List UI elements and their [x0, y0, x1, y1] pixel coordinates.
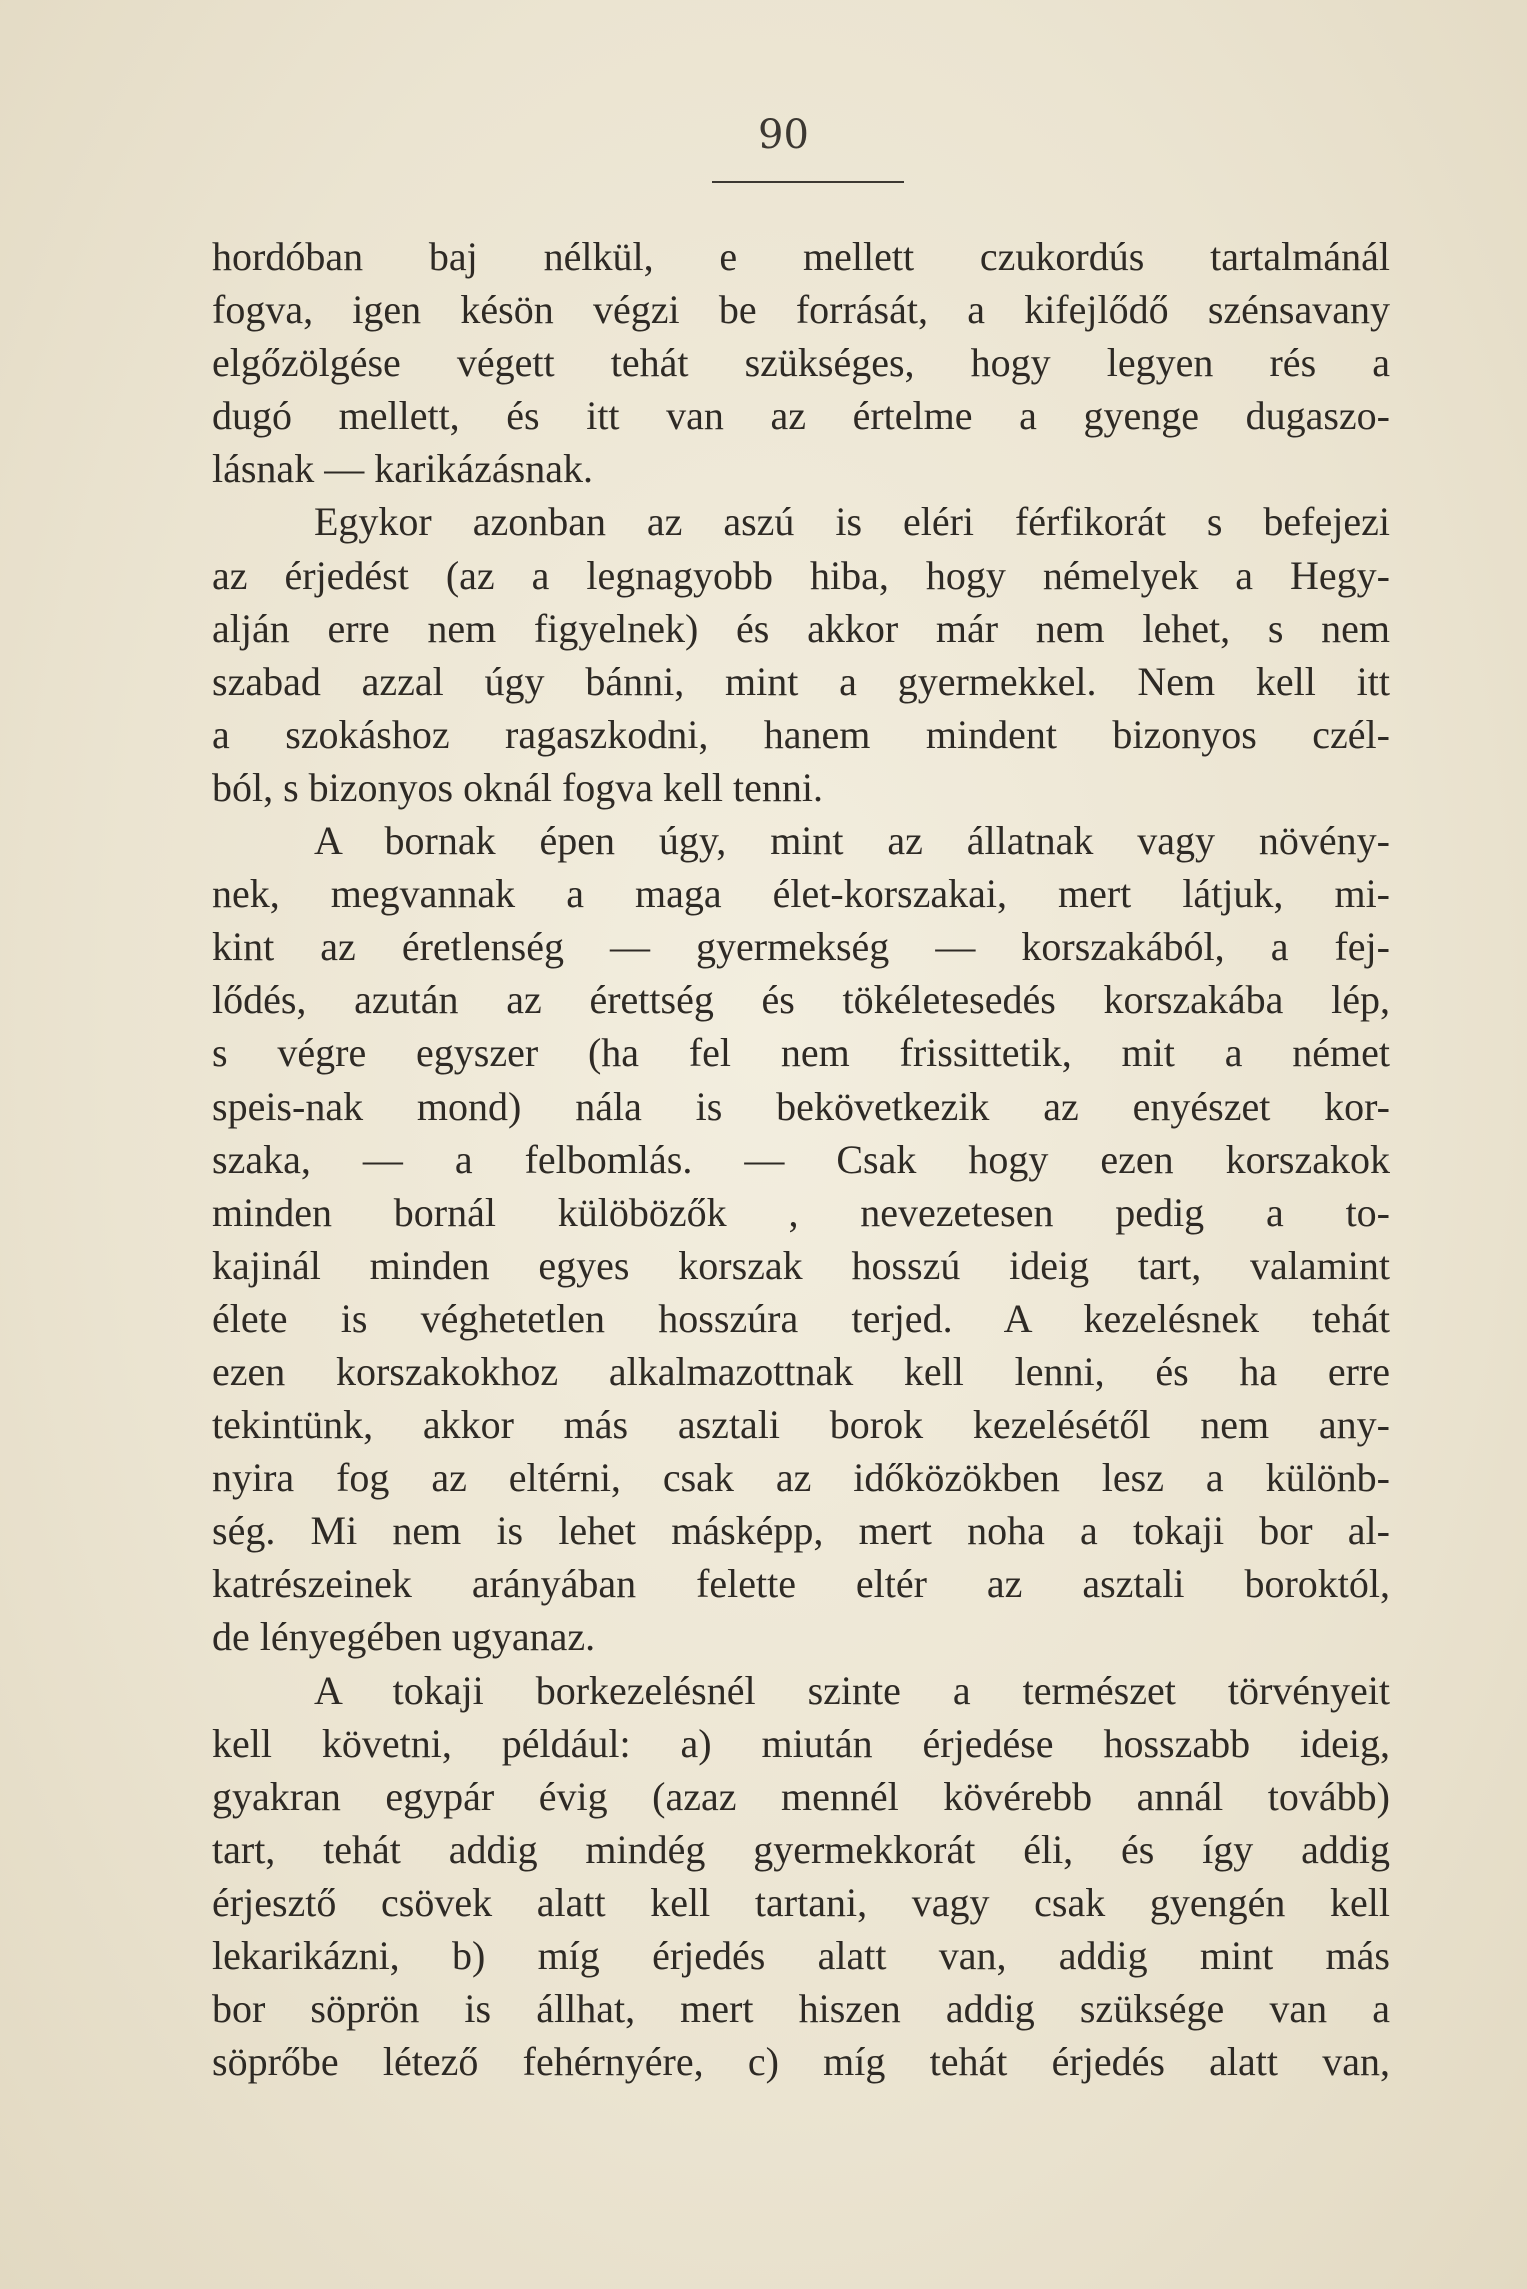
- text-line: kell követni, például: a) miután érjedése hosszabb ideig,: [212, 1720, 1390, 1766]
- text-line: A bornak épen úgy, mint az állatnak vagy növény-: [314, 818, 1390, 864]
- text-line: szabad azzal úgy bánni, mint a gyermekkel. Nem kell itt: [212, 658, 1390, 704]
- text-line: ból, s bizonyos oknál fogva kell tenni.: [212, 764, 824, 810]
- page-number: 90: [758, 112, 809, 158]
- text-line: dugó mellett, és itt van az értelme a gyenge dugaszo-: [212, 393, 1390, 439]
- text-line: speis-nak mond) nála is bekövetkezik az enyészet kor-: [212, 1083, 1390, 1129]
- text-line: fogva, igen késön végzi be forrását, a kifejlődő szénsavany: [212, 287, 1390, 333]
- text-line: tart, tehát addig mindég gyermekkorát éli, és így addig: [212, 1826, 1390, 1872]
- text-line: ség. Mi nem is lehet másképp, mert noha a tokaji bor al-: [212, 1508, 1390, 1554]
- text-line: kint az éretlenség — gyermekség — korszakából, a fej-: [212, 924, 1390, 970]
- text-line: elgőzölgése végett tehát szükséges, hogy legyen rés a: [212, 340, 1390, 386]
- text-line: élete is véghetetlen hosszúra terjed. A kezelésnek tehát: [212, 1295, 1390, 1341]
- text-line: érjesztő csövek alatt kell tartani, vagy csak gyengén kell: [212, 1879, 1390, 1925]
- text-line: minden bornál külöbözők , nevezetesen pedig a to-: [212, 1189, 1390, 1235]
- header-rule: [712, 181, 904, 183]
- text-line: kajinál minden egyes korszak hosszú ideig tart, valamint: [212, 1242, 1390, 1288]
- text-line: alján erre nem figyelnek) és akkor már nem lehet, s nem: [212, 605, 1390, 651]
- text-line: katrészeinek arányában felette eltér az asztali boroktól,: [212, 1561, 1390, 1607]
- text-line: de lényegében ugyanaz.: [212, 1614, 596, 1660]
- text-line: hordóban baj nélkül, e mellett czukordús tartalmánál: [212, 234, 1390, 279]
- text-line: lásnak — karikázásnak.: [212, 446, 593, 492]
- text-line: tekintünk, akkor más asztali borok kezelésétől nem any-: [212, 1402, 1390, 1448]
- text-line: lekarikázni, b) míg érjedés alatt van, addig mint más: [212, 1933, 1390, 1978]
- text-line: nyira fog az eltérni, csak az időközökben lesz a különb-: [212, 1455, 1390, 1501]
- text-line: bor söprön is állhat, mert hiszen addig szüksége van a: [212, 1986, 1390, 2032]
- text-line: nek, megvannak a maga élet-korszakai, mert látjuk, mi-: [212, 871, 1390, 917]
- text-line: ezen korszakokhoz alkalmazottnak kell lenni, és ha erre: [212, 1348, 1390, 1394]
- text-line: s végre egyszer (ha fel nem frissittetik, mit a német: [212, 1030, 1390, 1076]
- text-line: A tokaji borkezelésnél szinte a természet törvényeit: [314, 1667, 1390, 1713]
- text-line: Egykor azonban az aszú is eléri férfikorát s befejezi: [314, 499, 1390, 545]
- text-line: az érjedést (az a legnagyobb hiba, hogy némelyek a Hegy-: [212, 552, 1390, 598]
- text-line: a szokáshoz ragaszkodni, hanem mindent bizonyos czél-: [212, 711, 1390, 757]
- text-line: lődés, azután az érettség és tökéletesedés korszakába lép,: [212, 977, 1390, 1023]
- text-line: gyakran egypár évig (azaz mennél kövérebb annál tovább): [212, 1773, 1390, 1819]
- text-line: szaka, — a felbomlás. — Csak hogy ezen korszakok: [212, 1136, 1390, 1182]
- body-text: [212, 230, 1390, 2088]
- text-line: söprőbe létező fehérnyére, c) míg tehát érjedés alatt van,: [212, 2039, 1390, 2085]
